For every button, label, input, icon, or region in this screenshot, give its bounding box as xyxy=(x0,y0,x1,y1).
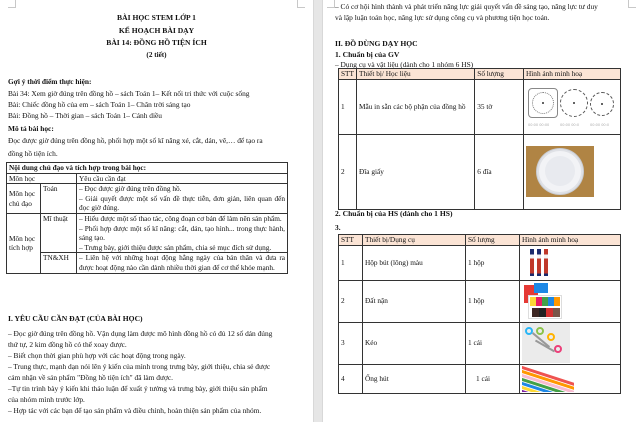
quantity-cell: 6 đĩa xyxy=(475,134,524,209)
table-row xyxy=(339,79,621,134)
title-line: (2 tiết) xyxy=(146,50,167,59)
table-header-row xyxy=(339,235,621,246)
stt-cell: 1 xyxy=(339,79,357,134)
requirement-line: – Trưng bày, giới thiệu được sản phẩm, chia sẻ mục đích sử dụng. xyxy=(79,242,272,252)
group-cell: Môn học tích hợp xyxy=(7,213,41,273)
body-line: –Tự tin trình bày ý kiến khi thảo luận để xuất ý tưởng và trưng bày, giới thiệu sản phẩm xyxy=(8,384,268,393)
item-cell: Đĩa giấy xyxy=(356,134,474,209)
image-cell xyxy=(520,245,621,280)
item-cell: Ống hút xyxy=(363,364,466,393)
document-page-right xyxy=(323,0,640,422)
column-header: STT xyxy=(339,235,363,246)
requirement-line: – Liên hệ với những hoạt động hằng ngày của bản thân và đưa ra được hoạt động nào cần dành nhiều thời gian để cơ thể khỏe mạnh. xyxy=(79,253,285,272)
group-cell: Môn học chủ đạo xyxy=(7,184,41,214)
section-heading: I. YÊU CẦU CẦN ĐẠT (CỦA BÀI HỌC) xyxy=(8,314,143,323)
table-row xyxy=(7,184,288,214)
page-corner-mark xyxy=(628,0,636,8)
title-line: BÀI 14: ĐỒNG HỒ TIỆN ÍCH xyxy=(106,38,207,47)
teacher-materials-table xyxy=(338,68,621,210)
requirement-line: – Giải quyết được một số vấn đề thực tiễn, đơn giản, liên quan đến đọc giờ đúng. xyxy=(79,193,285,213)
column-header: Yêu cầu cần đạt xyxy=(77,173,288,184)
subject-cell: Toán xyxy=(41,184,77,214)
quantity-cell: 1 hộp xyxy=(466,280,520,322)
description-line: đồng hồ tiện ích. xyxy=(8,149,58,158)
table-row xyxy=(7,253,288,273)
requirement-cell xyxy=(77,213,288,252)
quantity-cell: 1 cái xyxy=(466,322,520,364)
stt-cell: 4 xyxy=(339,364,363,393)
page-corner-mark xyxy=(297,0,305,8)
image-cell xyxy=(520,280,621,322)
stt-cell: 2 xyxy=(339,134,357,209)
quantity-cell: 1 cái xyxy=(466,364,520,393)
table-row xyxy=(339,245,621,280)
item-cell: Mẫu in sẵn các bộ phận của đồng hồ xyxy=(356,79,474,134)
table-row xyxy=(339,364,621,393)
clock-face-icon xyxy=(590,92,614,116)
timing-line: Bài 34: Xem giờ đúng trên đồng hồ – sách Toán 1– Kết nối tri thức với cuộc sống xyxy=(8,89,250,98)
subsection-heading: 2. Chuẩn bị của HS (dành cho 1 HS) xyxy=(335,209,453,218)
item-cell: Hộp bút (lông) màu xyxy=(363,245,466,280)
paper-plate-image xyxy=(526,146,594,197)
table-row xyxy=(339,134,621,209)
column-header: Hình ảnh minh hoạ xyxy=(524,69,621,80)
body-line: của nhóm mình trước lớp. xyxy=(8,395,85,404)
item-cell: Đất nặn xyxy=(363,280,466,322)
requirement-cell xyxy=(77,253,288,273)
document-title-block xyxy=(0,12,313,60)
column-header: Hình ảnh minh hoạ xyxy=(520,235,621,246)
timing-line: Bài: Đồng hồ – Thời gian – sách Toán 1– Cánh diều xyxy=(8,111,162,120)
body-line: – Có cơ hội hình thành và phát triển năng lực giải quyết vấn đề sáng tạo, năng lực tư duy xyxy=(335,2,598,11)
markers-image xyxy=(530,249,550,277)
column-header: Thiết bị/Dụng cụ xyxy=(363,235,466,246)
square-clock-face-icon xyxy=(528,88,558,118)
stt-cell: 1 xyxy=(339,245,363,280)
stt-cell: 2 xyxy=(339,280,363,322)
table-header-row xyxy=(339,69,621,80)
table-row xyxy=(339,280,621,322)
column-header: Môn học xyxy=(7,173,77,184)
clock-templates-image: 00:00 00:00 00:00 00:0 00:00 00:0 xyxy=(526,85,618,129)
page-corner-mark xyxy=(327,0,335,8)
body-line: – Biết chọn thời gian phù hợp với các hoạt động trong ngày. xyxy=(8,351,186,360)
section-heading: II. ĐỒ DÙNG DẠY HỌC xyxy=(335,39,418,48)
table-title: Nội dung chủ đạo và tích hợp trong bài học: xyxy=(7,163,288,174)
requirement-line: – Phối hợp được một số kĩ năng: cắt, dán, tạo hình... trong thực hành, sáng tạo. xyxy=(79,223,285,243)
title-line: BÀI HỌC STEM LỚP 1 xyxy=(117,13,196,22)
quantity-cell: 35 tờ xyxy=(475,79,524,134)
column-header: Số lượng xyxy=(475,69,524,80)
requirement-line: – Hiểu được một số thao tác, công đoạn cơ bản để làm nên sản phẩm. xyxy=(79,213,282,223)
image-cell xyxy=(524,79,621,134)
column-header: Thiết bị/ Học liệu xyxy=(356,69,474,80)
body-line: – Hợp tác với các bạn để tạo sản phẩm và điều chỉnh, hoàn thiện sản phẩm của nhóm. xyxy=(8,406,262,415)
page-corner-mark xyxy=(8,0,16,8)
table-row xyxy=(339,322,621,364)
image-cell xyxy=(520,364,621,393)
description-heading: Mô tả bài học: xyxy=(8,124,54,133)
subject-cell: Mĩ thuật xyxy=(41,213,77,252)
scissors-image xyxy=(522,323,570,363)
requirement-line: – Đọc được giờ đúng trên đồng hồ. xyxy=(79,184,182,194)
table-header-row xyxy=(7,173,288,184)
student-materials-table xyxy=(338,234,621,394)
materials-note: – Dụng cụ và vật liệu (dành cho 1 nhóm 6 HS) xyxy=(335,60,474,69)
clock-face-icon xyxy=(560,89,588,117)
stt-cell: 3 xyxy=(339,322,363,364)
timing-line: Bài: Chiếc đồng hồ của em – sách Toán 1– Chân trời sáng tạo xyxy=(8,100,191,109)
body-line: thứ tự, 2 kim đồng hồ có thể xoay được. xyxy=(8,340,127,349)
description-line: Đọc được giờ đúng trên đồng hồ, phối hợp một số kĩ năng xé, cắt, dán, vẽ,… để tạo ra xyxy=(8,136,263,145)
body-line: – Đọc giờ đúng trên đồng hồ. Vận dụng làm được mô hình đồng hồ có đủ 12 số dán đúng xyxy=(8,329,273,338)
content-integration-table xyxy=(6,162,288,274)
subject-cell: TN&XH xyxy=(41,253,77,273)
modeling-clay-image xyxy=(522,281,562,321)
body-line: và lập luận toán học, năng lực sử dụng công cụ và phương tiện học toán. xyxy=(335,13,550,22)
column-header: STT xyxy=(339,69,357,80)
column-header: Số lượng xyxy=(466,235,520,246)
item-cell: Kéo xyxy=(363,322,466,364)
page-gutter xyxy=(313,0,323,422)
requirement-cell xyxy=(77,184,288,214)
table-row xyxy=(7,213,288,252)
title-line: KẾ HOẠCH BÀI DẠY xyxy=(118,25,195,35)
list-number: 3. xyxy=(335,223,341,232)
image-cell xyxy=(520,322,621,364)
image-cell xyxy=(524,134,621,209)
subsection-heading: 1. Chuẩn bị của GV xyxy=(335,50,400,59)
timing-heading: Gợi ý thời điểm thực hiện: xyxy=(8,77,92,86)
body-line: cảm nhận về sản phẩm "Đồng hồ tiện ích" đã làm được. xyxy=(8,373,174,382)
straws-image xyxy=(522,366,574,392)
document-page-left xyxy=(0,0,313,422)
quantity-cell: 1 hộp xyxy=(466,245,520,280)
body-line: – Trung thực, mạnh dạn nói lên ý kiến của mình trong trưng bày, giới thiệu, chia sẻ được xyxy=(8,362,271,371)
